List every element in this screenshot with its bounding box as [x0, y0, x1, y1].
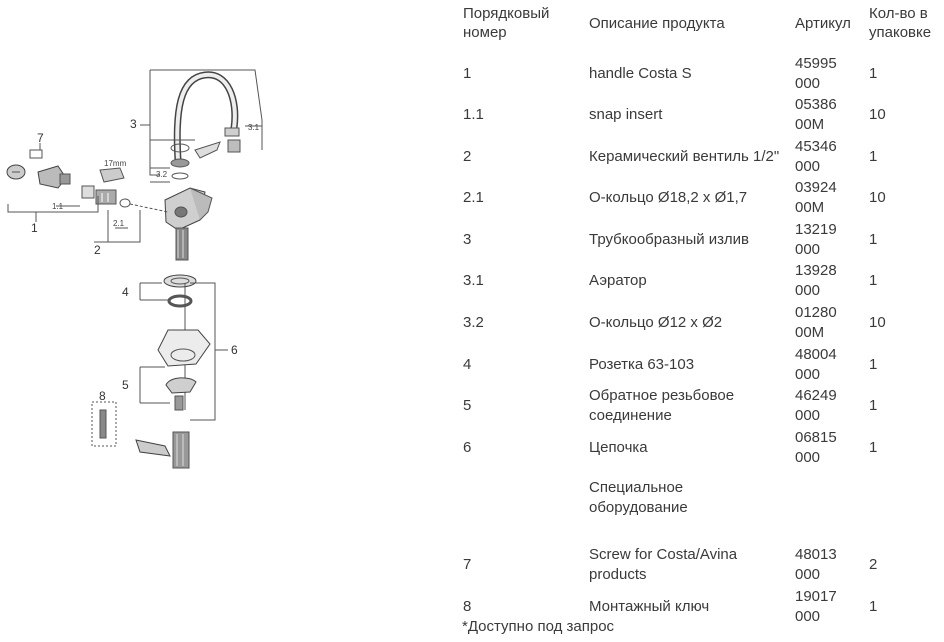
part-quantity: 1 [869, 397, 878, 414]
special-equipment-heading: Специальное оборудование [589, 479, 688, 516]
diagram-label-3-1: 3.1 [248, 123, 260, 132]
part-article: 05386 00M [795, 96, 837, 133]
diagram-label-17mm: 17mm [104, 159, 127, 168]
part-quantity: 10 [869, 189, 886, 206]
part-quantity: 10 [869, 314, 886, 331]
part-article: 45346 000 [795, 138, 837, 175]
parts-table [455, 0, 944, 642]
part-description: О-кольцо Ø12 x Ø2 [589, 314, 723, 331]
part-article: 48004 000 [795, 346, 837, 383]
part-number: 2 [463, 148, 472, 165]
diagram-label-6: 6 [231, 343, 238, 357]
part-description: Обратное резьбовое соединение [589, 387, 735, 424]
part-number: 1 [463, 65, 472, 82]
part-quantity: 10 [869, 106, 886, 123]
part-number: 6 [463, 439, 472, 456]
diagram-label-3: 3 [130, 117, 137, 131]
header-description: Описание продукта [589, 15, 725, 32]
part-description: О-кольцо Ø18,2 x Ø1,7 [589, 189, 748, 206]
part-description: Розетка 63-103 [589, 356, 695, 373]
part-article: 01280 00M [795, 304, 837, 341]
part-quantity: 1 [869, 439, 878, 456]
exploded-parts-diagram [0, 0, 445, 642]
part-quantity: 1 [869, 148, 878, 165]
part-article: 19017 000 [795, 588, 837, 625]
part-article: 03924 00M [795, 179, 837, 216]
diagram-label-2-1: 2.1 [113, 219, 125, 228]
part-quantity: 1 [869, 65, 878, 82]
footnote: *Доступно под запрос [462, 618, 615, 635]
part-number: 3.2 [463, 314, 484, 331]
part-number: 8 [463, 598, 472, 615]
header-quantity: Кол-во в упаковке [869, 5, 932, 41]
part-number: 1.1 [463, 106, 484, 123]
diagram-label-5: 5 [122, 378, 129, 392]
diagram-label-1: 1 [31, 221, 38, 235]
part-article: 06815 000 [795, 429, 837, 466]
part-description: Screw for Costa/Avina products [589, 546, 738, 583]
part-article: 45995 000 [795, 55, 837, 92]
part-number: 3 [463, 231, 472, 248]
header-article: Артикул [795, 15, 851, 32]
diagram-label-7: 7 [37, 131, 44, 145]
part-description: handle Costa S [589, 65, 692, 82]
part-quantity: 1 [869, 231, 878, 248]
header-number: Порядковый номер [463, 5, 550, 41]
faucet-exploded-view [0, 0, 445, 642]
part-number: 5 [463, 397, 472, 414]
part-quantity: 1 [869, 598, 878, 615]
part-description: Аэратор [589, 272, 647, 289]
part-article: 46249 000 [795, 387, 837, 424]
part-quantity: 2 [869, 556, 878, 573]
diagram-label-8: 8 [99, 389, 106, 403]
part-description: Трубкообразный излив [589, 231, 749, 248]
part-number: 7 [463, 556, 472, 573]
part-number: 3.1 [463, 272, 484, 289]
part-number: 4 [463, 356, 472, 373]
diagram-label-1-1: 1.1 [52, 202, 64, 211]
part-description: snap insert [589, 106, 663, 123]
part-description: Монтажный ключ [589, 598, 710, 615]
diagram-label-2: 2 [94, 243, 101, 257]
part-article: 13219 000 [795, 221, 837, 258]
part-quantity: 1 [869, 272, 878, 289]
part-quantity: 1 [869, 356, 878, 373]
diagram-label-4: 4 [122, 285, 129, 299]
diagram-label-3-2: 3.2 [156, 170, 168, 179]
part-description: Цепочка [589, 439, 648, 456]
part-article: 48013 000 [795, 546, 837, 583]
part-number: 2.1 [463, 189, 484, 206]
part-article: 13928 000 [795, 262, 837, 299]
part-description: Керамический вентиль 1/2" [589, 148, 780, 165]
